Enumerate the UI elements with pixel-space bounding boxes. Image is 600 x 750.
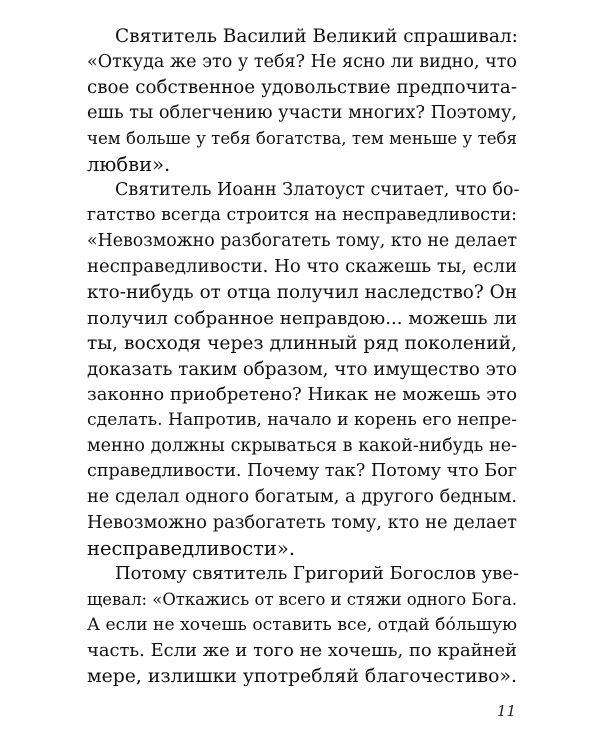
text-line: несправедливости». — [87, 536, 296, 560]
text-line: чем больше у тебя богатства, тем меньше у тебя — [87, 129, 517, 149]
text-line: любви». — [87, 152, 171, 176]
text-line: мере, излишки употребляй благочестиво». — [87, 665, 517, 687]
text-line: сделать. Напротив, начало и корень его непре- — [87, 409, 517, 430]
text-line: щевал: «Откажись от всего и стяжи одного Бога. — [87, 590, 517, 610]
paragraph — [87, 178, 520, 562]
text-line: «Невозможно разбогатеть тому, кто не делает — [87, 230, 517, 251]
text-line: Потому святитель Григорий Богослов уве- — [115, 563, 519, 585]
text-line: справедливости. Почему так? Потому что Бог — [87, 461, 517, 482]
paragraph — [87, 561, 517, 689]
text-line: Святитель Иоанн Златоуст считает, что бо- — [115, 179, 520, 200]
text-line: часть. Если же и того не хочешь, по крайней — [87, 640, 517, 662]
text-line: «Откуда же это у тебя? Не ясно ли видно, что — [87, 51, 517, 72]
page-number: 11 — [496, 702, 516, 720]
text-line: А если не хочешь оставить все, отдай бо́льшую — [87, 614, 517, 635]
text-line: не сделал одного богатым, а другого бедным. — [87, 486, 517, 507]
paragraph — [87, 24, 517, 178]
text-line: Невозможно разбогатеть тому, кто не делает — [87, 512, 517, 534]
text-line: несправедливости. Но что скажешь ты, если — [87, 256, 517, 278]
text-line: получил собранное неправдою... можешь ли — [87, 307, 517, 329]
text-line: свое собственное удовольствие предпочита- — [87, 77, 517, 99]
body-text — [87, 24, 520, 689]
text-line: ты, восходя через длинный ряд поколений, — [87, 333, 517, 355]
text-line: менно должны скрываться в какой-нибудь не- — [87, 435, 517, 456]
text-line: гатство всегда строится на несправедливости: — [87, 205, 517, 226]
text-line: ешь ты облегчению участи многих? Поэтому, — [87, 102, 517, 123]
text-line: Святитель Василий Великий спрашивал: — [115, 26, 518, 47]
text-line: доказать таким образом, что имущество это — [87, 358, 517, 380]
text-line: кто-нибудь от отца получил наследство? Он — [87, 281, 517, 303]
text-line: законно приобретено? Никак не можешь это — [87, 384, 517, 406]
